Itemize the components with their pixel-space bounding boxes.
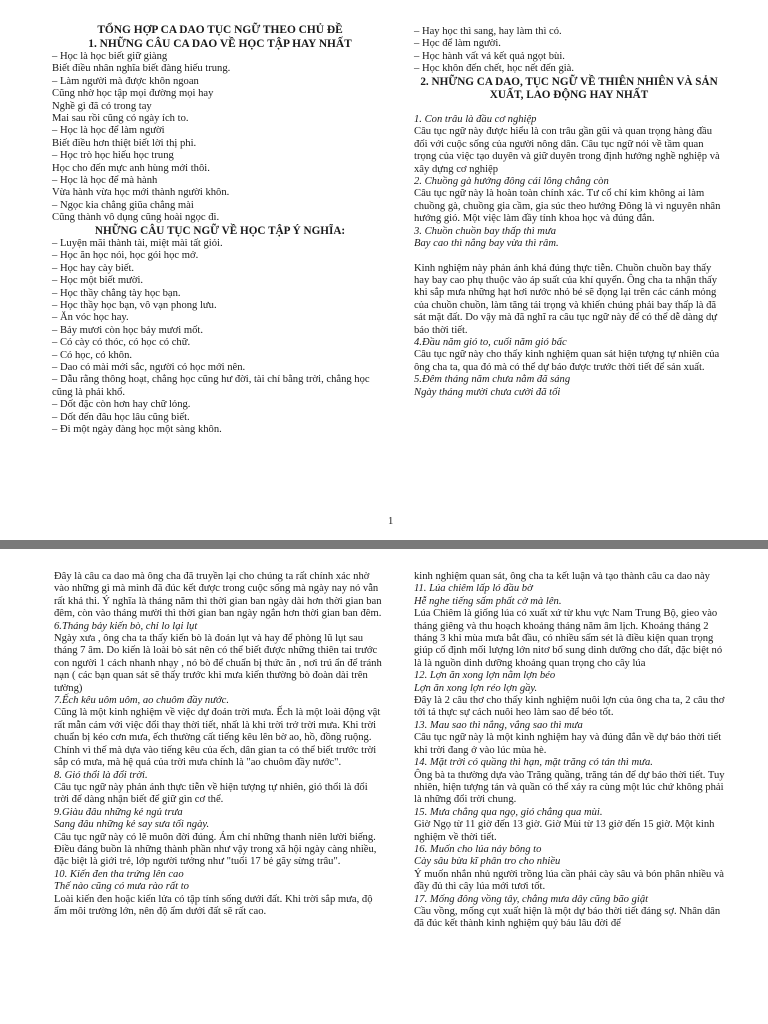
proverb-line: 16. Muốn cho lúa nảy bông to [414,843,542,855]
text-line: Ý muốn nhắn nhủ người trồng lúa cần phải cày sâu và bón phân nhiều và đầy đủ thì cây lúa mới tươi tốt. [414,868,724,893]
proverb-line: 10. Kiến đen tha trứng lên cao [54,868,184,880]
text-line: Đây là 2 câu thơ cho thấy kinh nghiệm nuôi lợn của ông cha ta, 2 câu thơ tới tả thực sự cách nuôi heo làm sao để béo tốt. [414,695,725,719]
text-line: Cũng là một kinh nghiệm về việc dự đoán trời mưa. Ếch là một loài động vật rất mẫn cảm với việc đổi thay thời tiết, nhất là khi trời trở trời mưa. Khi trời chuẩn bị kéo cơn mưa, ếch thường cất tiếng kêu lên bờ ao, hồ, đồng ruộng. Chính vì thế mà dựa vào tiếng kêu của ếch, dân gian ta có thể biết trước trời sắp có mưa, mà hệ quả của trời mưa chính là "ao chuôm đầy nước". [54,707,381,769]
proverb-line: Thế nào cũng có mưa rào rất to [54,881,189,893]
text-line: Câu tục ngữ này là hoàn toàn chính xác. Tư cổ chí kim không ai làm chuồng gà, chuồng gia cầm, gia súc theo hướng Đông là vì nguyên nhân hướng gió. Một việc làm đầy tính khoa học và đúng đắn. [414,188,721,225]
proverb-line: 4.Đầu năm gió to, cuối năm gió bấc [414,336,567,348]
proverb-line: Cày sâu bừa kĩ phân tro cho nhiều [414,856,561,868]
proverb-line: 12. Lợn ăn xong lợn nằm lợn béo [414,670,556,682]
text-line: Giờ Ngọ từ 11 giờ đến 13 giờ. Giờ Mùi từ 13 giờ đến 15 giờ. Một kinh nghiệm về thời tiết. [414,819,715,843]
text-line: – Có cày có thóc, có học có chữ. [52,337,191,349]
text-line: – Dốt đặc còn hơn hay chữ lỏng. [52,399,191,411]
text-line: Ngày xưa , ông cha ta thấy kiến bò là đoán lụt và hay để phòng lũ lụt sau tháng 7 âm. Do kiến là loài bò sát nên có thể biết được những thiên tai trước con người 1 cách nhanh nhạy , nó bò để chuẩn bị thức ăn , nơi trú ẩn để tránh nạn ( các bạn quan sát sẽ thấy trước khi mưa kiến thường bò đoàn dài trên tường) [54,633,382,694]
text-line: – Học thầy học bạn, vô vạn phong lưu. [52,299,217,311]
proverb-line: Sang đâu những kẻ say sưa tối ngày. [54,819,210,831]
proverb-line: 3. Chuồn chuồn bay thấp thì mưa [414,225,557,237]
text-line: Biết điều hơn thiệt biết lời thị phi. [52,137,197,149]
text-line: – Hay học thì sang, hay làm thì có. [414,26,562,37]
text-line: – Dẫu rằng thông hoạt, chẳng học cũng hư đời, tài chí bằng trời, chẳng học cũng là phải khổ. [52,374,370,398]
proverb-line: 7.Ếch kêu uôm uôm, ao chuôm đầy nước. [54,695,230,707]
page2-right-column [414,571,728,931]
text-line: – Làm người mà được khôn ngoan [52,75,199,87]
text-line: Câu tục ngữ này có lẽ muôn đời đúng. Ám chỉ những thanh niên lười biếng. Điều đáng buồn là những thành phần như vậy trong xã hội ngày càng nhiều, đặc biệt là giới trẻ, lớp người tưởng như "tuổi 17 bẻ gãy sừng trâu". [54,831,377,868]
text-line: – Học thầy chẳng tày học bạn. [52,287,181,299]
proverb-line: Ngày tháng mười chưa cười đã tối [414,386,561,398]
page1-right-column [414,26,724,399]
proverb-line: 15. Mưa chẳng qua ngọ, gió chẳng qua mùi. [414,806,603,818]
text-line: kinh nghiệm quan sát, ông cha ta kết luận và tạo thành câu ca dao này [414,571,710,582]
proverb-line: Bay cao thì nắng bay vừa thì râm. [414,238,559,250]
text-line: – Ăn vóc học hay. [52,312,129,324]
text-line: – Dốt đến đâu học lâu cũng biết. [52,411,190,423]
proverb-line: 2. Chuồng gà hướng đông cái lông chẳng còn [414,176,609,188]
text-line: Đây là câu ca dao mà ông cha đã truyền lại cho chúng ta rất chính xác nhờ vào những gì mà mình đã đúc kết được trong cuộc sống mà ngày nay nó vẫn rất khả thi. Ý nghĩa là tháng năm thì thời gian ban ngày dài hơn thời gian ban đêm, còn vào tháng mười thì thời gian ban ngày ngắn hơn thời gian ban đêm. [54,571,382,620]
text-line: Ông bà ta thường dựa vào Trăng quầng, trăng tán để dự báo thời tiết. Tuy nhiên, hiện tượng tán và quần có thể xảy ra cùng một lúc chứ không phải là những đổi trời chung. [414,769,725,806]
text-line: Câu tục ngữ này là một kinh nghiệm hay và đúng đắn về dự báo thời tiết khi trời đang ở vào lúc mùa hè. [414,732,722,756]
text-line: Cầu vồng, mống cụt xuất hiện là một dự báo thời tiết đáng sợ. Nhân dân đã đúc kết thành kinh nghiệm quý báu lâu đời để [414,905,721,930]
proverb-line: 14. Mặt trời có quầng thì hạn, mặt trăng có tán thì mưa. [414,757,653,769]
proverb-line: 9.Giàu đâu những kẻ ngủ trưa [54,806,183,818]
text-line: – Học ăn học nói, học gói học mở. [52,250,199,262]
text-line: Câu tục ngữ này phản ánh thực tiễn về hiện tượng tự nhiên, gió thổi là đổi trời để dàng nhận biết để giữ gìn cơ thể. [54,781,368,806]
text-line: – Dao có mài mới sắc, người có học mới nên. [52,361,246,373]
text-line: – Học khôn đến chết, học nết đến già. [414,63,575,75]
proverb-line: Hễ nghe tiếng sấm phất cờ mà lên. [414,595,562,607]
text-line: Mai sau rồi cũng có ngày ích to. [52,113,189,125]
text-line: Kinh nghiệm này phản ánh khá đúng thực tiễn. Chuồn chuồn bay thấy hay bay cao phụ thuộc vào áp suất của khí quyển. Ông cha ta nhận thấy khi sắp mưa những hạt hơi nước nhỏ bé sẽ đọng lại trên các cánh mỏng của chuồn chuồn, làm tăng tải trọng và khiến chúng phải bay thấp là đã sát mặt đất. Do vậy mà đã nghĩ ra câu tục ngữ này để có thể dễ dàng dự báo thời tiết. [414,262,718,336]
proverb-line: 13. Mau sao thì nắng, vắng sao thì mưa [414,719,583,731]
text-line: – Ngọc kia chẳng giũa chẳng mài [52,199,194,211]
text-line: – Học là học để mà hành [52,175,158,187]
text-line: Lúa Chiêm là giống lúa có xuất xứ từ khu vực Nam Trung Bộ, gieo vào tháng giêng và thu hoạch khoảng tháng năm âm lịch. Khoảng tháng 2 tháng 3 khi mùa mưa bắt đầu, có nhiều sấm sét là điều kiện quan trọng giúp cố định mối lượng lớn nitơ bổ sung dinh dưỡng cho đất, đặc biệt nó là là nguồn dinh dưỡng khoảng quan trọng cho cây lúa [414,608,723,669]
text-line: – Học để làm người. [414,38,501,50]
text-line: – Bảy mươi còn học bảy mươi mốt. [52,324,203,336]
proverb-line: Lợn ăn xong lợn réo lợn gầy. [414,682,538,694]
page2-left-column [54,571,384,918]
section-heading: 2. NHỮNG CA DAO, TỤC NGỮ VỀ THIÊN NHIÊN VÀ SẢN XUẤT, LAO ĐỘNG HAY NHẤT [420,75,718,101]
text-line: Vừa hành vừa học mới thành người khôn. [52,187,230,199]
text-line: Cũng thành vô dụng cũng hoài ngọc đi. [52,212,220,224]
proverb-line: 1. Con trâu là đầu cơ nghiệp [414,114,537,126]
text-line: Học cho đến mực anh hùng mới thôi. [52,162,210,174]
spacer [414,102,724,114]
text-line: – Học trò học hiếu học trung [52,150,174,162]
spacer [414,251,724,263]
text-line: Câu tục ngữ này được hiểu là con trâu gần gũi và quan trọng hàng đầu đối với cuộc sống của người nông dân. Câu tục ngữ nói về tầm quan trọng của việc tạo duyên và giữ duyên trong định hướng nghề nghiệp và xây dựng cơ nghiệp [414,126,720,175]
text-line: Cũng nhờ học tập mọi đường mọi hay [52,88,214,100]
text-line: – Học là học để làm người [52,125,165,137]
page1-left-column [52,24,388,436]
text-line: – Học một biết mười. [52,275,144,287]
text-line: Loài kiến đen hoặc kiến lửa có tập tính sống dưới đất. Khi trời sắp mưa, độ ẩm môi trường lớn, nên độ ẩm dưới đất sẽ rất cao. [54,893,373,917]
document-title: TỔNG HỢP CA DAO TỤC NGỮ THEO CHỦ ĐỀ [97,24,343,36]
text-line: Nghề gì đã có trong tay [52,100,152,112]
proverb-line: 6.Tháng bảy kiến bò, chỉ lo lại lụt [54,620,198,632]
section-heading: NHỮNG CÂU TỤC NGỮ VỀ HỌC TẬP Ý NGHĨA: [94,224,346,237]
text-line: – Đi một ngày đàng học một sàng khôn. [52,423,222,435]
text-line: – Học hay cày biết. [52,262,135,274]
page-number: 1 [388,516,394,527]
text-line: – Học là học biết giữ giàng [52,51,168,62]
document-title: 1. NHỮNG CÂU CA DAO VỀ HỌC TẬP HAY NHẤT [88,37,352,50]
proverb-line: 11. Lúa chiêm lấp ló đầu bờ [414,583,533,595]
proverb-line: 17. Mống đông vồng tây, chẳng mưa dây cũng bão giật [414,893,649,905]
text-line: – Luyện mãi thành tài, miệt mài tất giỏi. [52,237,223,249]
document-page-2 [0,549,768,1024]
text-line: Câu tục ngữ này cho thấy kinh nghiệm quan sát hiện tượng tự nhiên của ông cha ta, qua đó mà có thể dự báo được trước thời tiết để sản xuất. [414,349,720,373]
proverb-line: 8. Gió thổi là đổi trời. [54,769,148,781]
text-line: Biết điều nhân nghĩa biết đàng hiếu trung. [52,63,231,75]
proverb-line: 5.Đêm tháng năm chưa nằm đã sáng [414,374,571,386]
text-line: – Có học, có khôn. [52,349,133,361]
text-line: – Học hành vất vả kết quả ngọt bùi. [414,50,565,62]
